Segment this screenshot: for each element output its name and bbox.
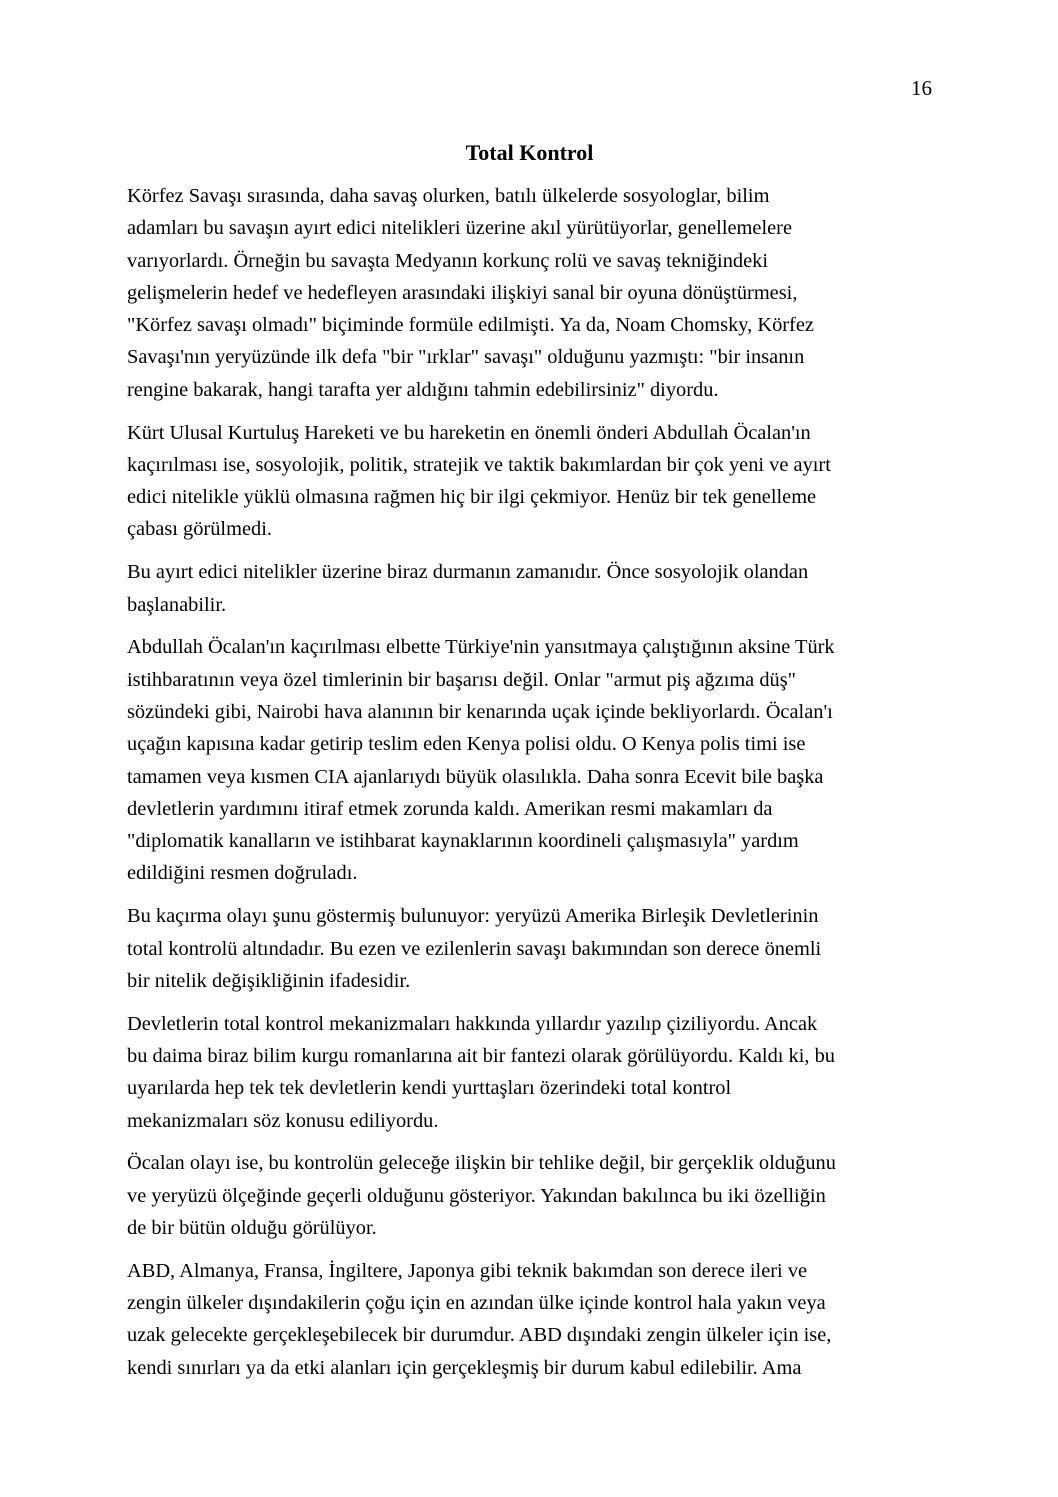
paragraph-7	[127, 1147, 937, 1244]
text-line: de bir bütün olduğu görülüyor.	[127, 1216, 377, 1239]
text-line: istihbaratının veya özel timlerinin bir başarısı değil. Onlar "armut piş ağzıma düş"	[127, 668, 796, 691]
text-line: uyarılarda hep tek tek devletlerin kendi yurttaşları özerindeki total kontrol	[127, 1077, 732, 1100]
text-line: mekanizmaları söz konusu ediliyordu.	[127, 1109, 439, 1132]
paragraph-1	[127, 180, 937, 406]
paragraph-3	[127, 556, 937, 621]
text-line: devletlerin yardımını itiraf etmek zorunda kaldı. Amerikan resmi makamları da	[127, 797, 773, 820]
text-line: edici nitelikle yüklü olmasına rağmen hiç bir ilgi çekmiyor. Henüz bir tek genelleme	[127, 486, 817, 509]
text-line: Devletlerin total kontrol mekanizmaları hakkında yıllardır yazılıp çiziliyordu. Ancak	[127, 1012, 818, 1035]
text-line: zengin ülkeler dışındakilerin çoğu için en azından ülke içinde kontrol hala yakın veya	[127, 1292, 826, 1314]
article-title: Total Kontrol	[465, 140, 594, 165]
text-line: "diplomatik kanalların ve istihbarat kaynaklarının koordineli çalışmasıyla" yardım	[127, 830, 799, 853]
text-line: varıyorlardı. Örneğin bu savaşta Medyanın korkunç rolü ve savaş tekniğindeki	[127, 249, 769, 272]
text-line: Öcalan olayı ise, bu kontrolün geleceğe ilişkin bir tehlike değil, bir gerçeklik olduğunu	[127, 1152, 836, 1175]
text-line: total kontrolü altındadır. Bu ezen ve ezilenlerin savaşı bakımından son derece önemli	[127, 937, 822, 960]
paragraph-8	[127, 1255, 937, 1384]
paragraph-5	[127, 900, 937, 997]
text-line: Bu ayırt edici nitelikler üzerine biraz durmanın zamanıdır. Önce sosyolojik olandan	[127, 561, 809, 584]
text-line: Bu kaçırma olayı şunu göstermiş bulunuyor: yeryüzü Amerika Birleşik Devletlerinin	[127, 905, 819, 928]
text-line: kaçırılması ise, sosyolojik, politik, stratejik ve taktik bakımlardan bir çok yeni ve ayırt	[127, 453, 831, 476]
text-line: bu daima biraz bilim kurgu romanlarına ait bir fantezi olarak görülüyordu. Kaldı ki, bu	[127, 1044, 835, 1067]
text-line: bir nitelik değişikliğinin ifadesidir.	[127, 969, 411, 992]
text-line: edildiğini resmen doğruladı.	[127, 862, 358, 885]
text-line: kendi sınırları ya da etki alanları için gerçekleşmiş bir durum kabul edilebilir. Ama	[127, 1356, 802, 1379]
page-number: 16	[911, 76, 932, 100]
text-line: ABD, Almanya, Fransa, İngiltere, Japonya gibi teknik bakımdan son derece ileri ve	[127, 1259, 808, 1282]
text-line: Abdullah Öcalan'ın kaçırılması elbette Türkiye'nin yansıtmaya çalıştığının aksine Türk	[127, 636, 835, 659]
text-line: ve yeryüzü ölçeğinde geçerli olduğunu gösteriyor. Yakından bakılınca bu iki özelliğin	[127, 1184, 826, 1207]
paragraph-6	[127, 1008, 937, 1137]
article-body	[127, 180, 937, 1394]
text-line: rengine bakarak, hangi tarafta yer aldığını tahmin edebilirsiniz" diyordu.	[127, 378, 719, 401]
text-line: uçağın kapısına kadar getirip teslim eden Kenya polisi oldu. O Kenya polis timi ise	[127, 733, 806, 756]
text-line: çabası görülmedi.	[127, 518, 272, 541]
text-line: "Körfez savaşı olmadı" biçiminde formüle edilmişti. Ya da, Noam Chomsky, Körfez	[127, 314, 814, 337]
text-line: uzak gelecekte gerçekleşebilecek bir durumdur. ABD dışındaki zengin ülkeler için ise,	[127, 1324, 832, 1347]
paragraph-2	[127, 417, 937, 546]
text-line: adamları bu savaşın ayırt edici nitelikleri üzerine akıl yürütüyorlar, genellemelere	[127, 217, 793, 240]
text-line: Kürt Ulusal Kurtuluş Hareketi ve bu hareketin en önemli önderi Abdullah Öcalan'ın	[127, 421, 811, 444]
text-line: gelişmelerin hedef ve hedefleyen arasındaki ilişkiyi sanal bir oyuna dönüştürmesi,	[127, 281, 798, 304]
text-line: Savaşı'nın yeryüzünde ilk defa "bir "ırklar" savaşı" olduğunu yazmıştı: "bir insanın	[127, 346, 805, 369]
text-line: tamamen veya kısmen CIA ajanlarıydı büyük olasılıkla. Daha sonra Ecevit bile başka	[127, 765, 824, 788]
paragraph-4	[127, 631, 937, 889]
text-line: başlanabilir.	[127, 593, 227, 616]
text-line: Körfez Savaşı sırasında, daha savaş olurken, batılı ülkelerde sosyologlar, bilim	[127, 185, 770, 207]
text-line: sözündeki gibi, Nairobi hava alanının bir kenarında uçak içinde bekliyorlardı. Öcalan'ı	[127, 700, 833, 723]
